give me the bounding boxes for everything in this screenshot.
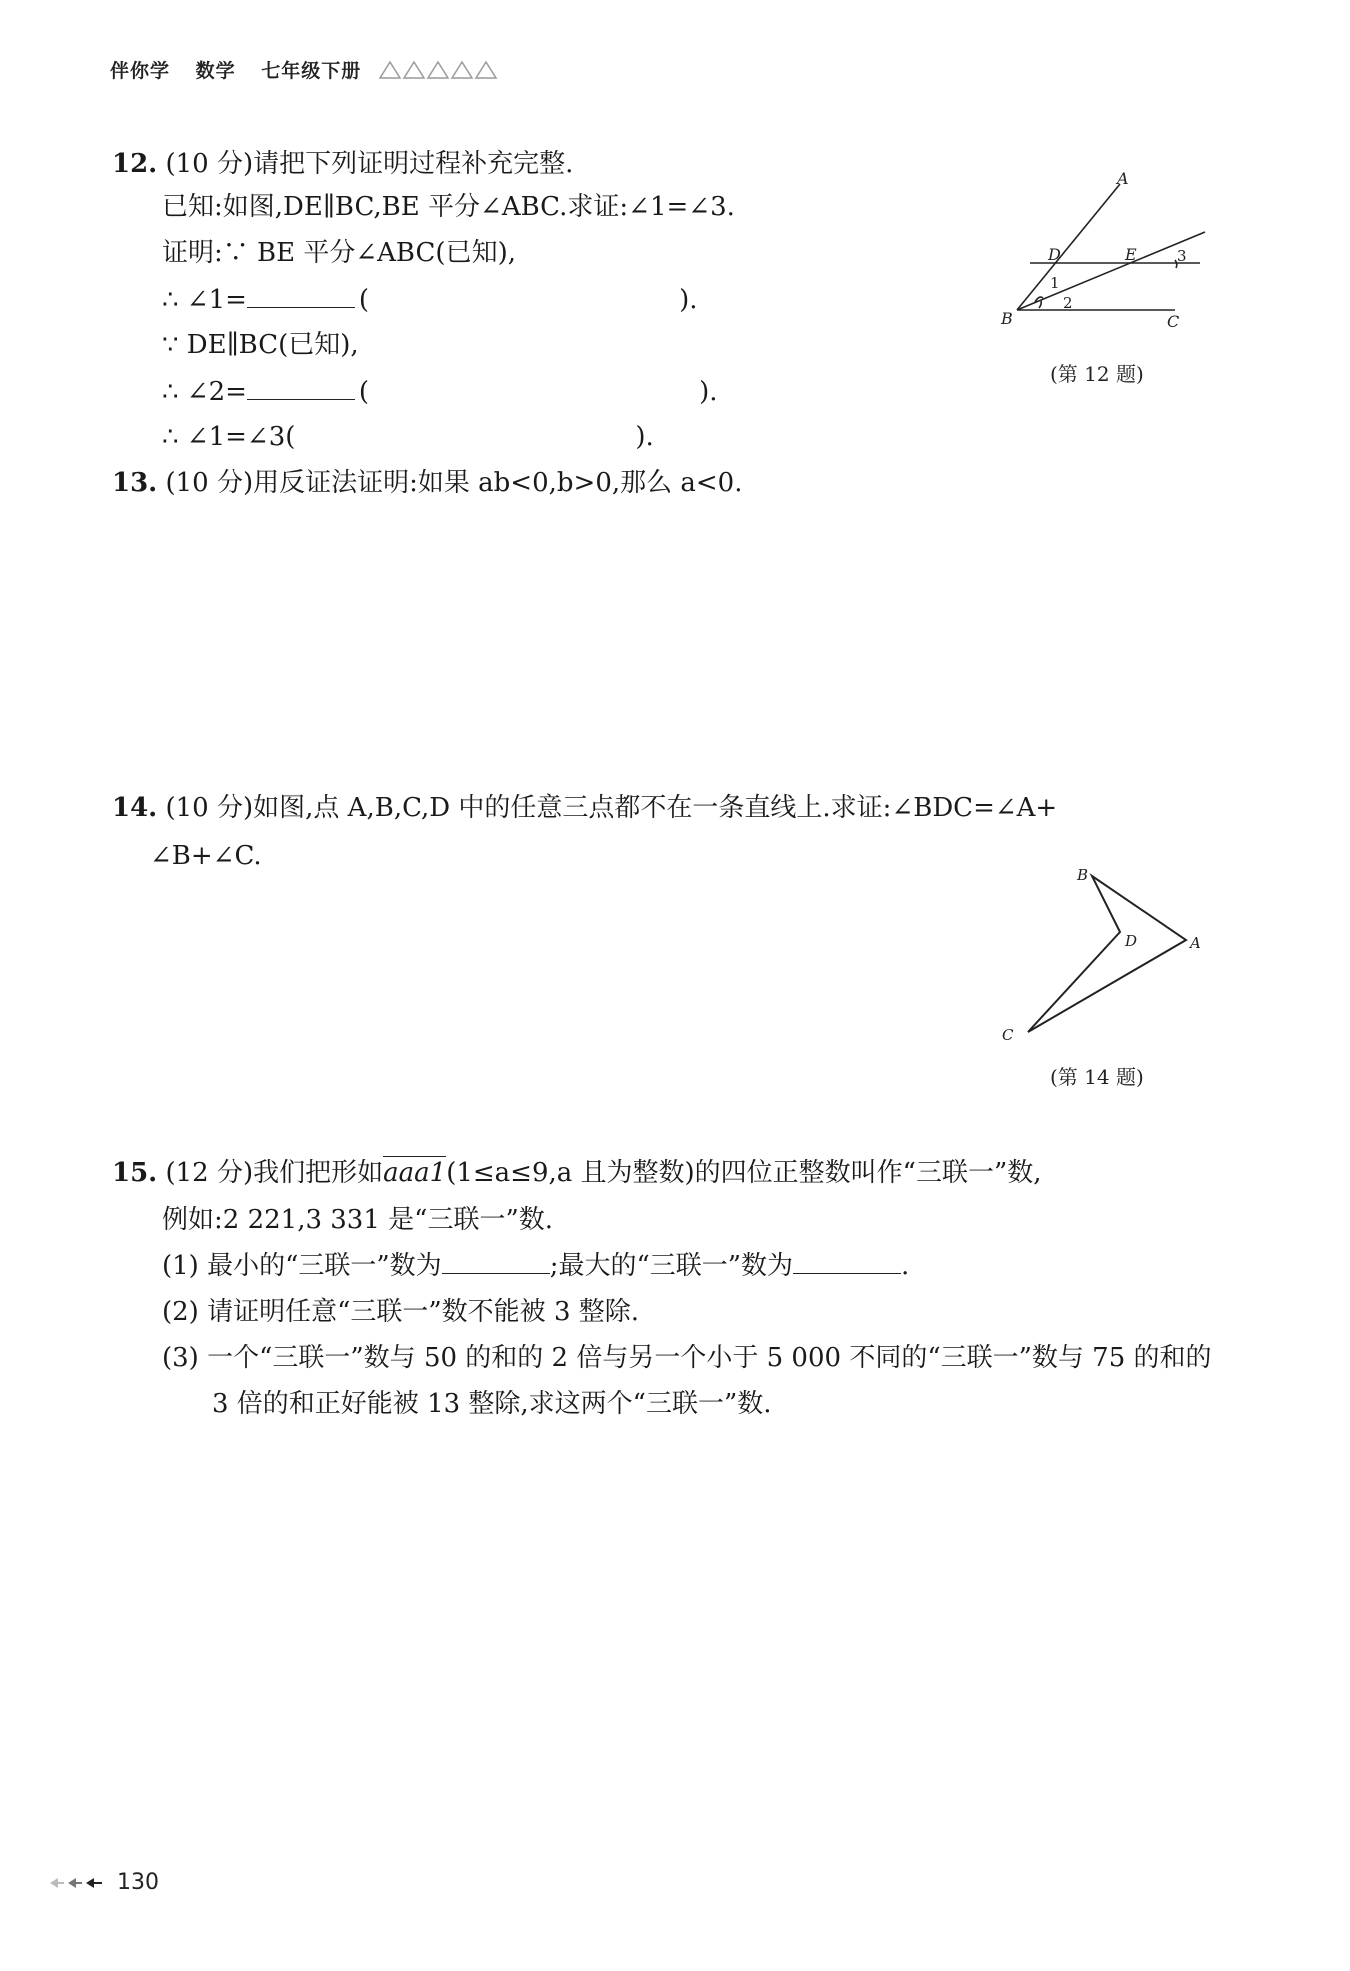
subject-label: 数学: [195, 60, 236, 82]
fig12-label-2: 2: [1063, 294, 1073, 312]
q12-given: 已知:如图,DE∥BC,BE 平分∠ABC.求证:∠1=∠3.: [162, 192, 735, 222]
q12-step1-close: ).: [679, 285, 698, 315]
q12-blank-1[interactable]: [247, 283, 355, 308]
q12-step1-lead: ∴ ∠1=: [162, 285, 247, 315]
q12-figure: [995, 170, 1225, 340]
q15-stem: [112, 1156, 1042, 1190]
q12-step4-lead: ∴ ∠1=∠3(: [162, 422, 296, 452]
q13-text: (10 分)用反证法证明:如果 ab<0,b>0,那么 a<0.: [165, 468, 743, 498]
line-ba: [1017, 184, 1120, 310]
grade-label: 七年级下册: [261, 60, 362, 82]
q14-figure: [990, 860, 1220, 1050]
header-triangles-icon: [378, 58, 528, 80]
q15-part3-line1: (3) 一个“三联一”数与 50 的和的 2 倍与另一个小于 5 000 不同的“三联一”数与 75 的和的: [162, 1343, 1212, 1373]
page-footer: [50, 1870, 159, 1895]
footer-arrows-icon: [50, 1875, 110, 1891]
q14-line2: ∠B+∠C.: [150, 841, 262, 871]
q12-step1: [162, 283, 698, 317]
q14-stem: [112, 791, 1057, 825]
q15-part1-c: .: [901, 1251, 910, 1281]
q14-number: 14.: [112, 793, 158, 823]
q12-stem-text: (10 分)请把下列证明过程补充完整.: [165, 149, 574, 179]
q15-part2: (2) 请证明任意“三联一”数不能被 3 整除.: [162, 1297, 640, 1327]
q13-stem: [112, 466, 743, 500]
concave-quadrilateral: [1028, 876, 1186, 1032]
q12-step3-close: ).: [699, 377, 718, 407]
q14-caption: (第 14 题): [1050, 1065, 1144, 1089]
q12-step2: ∵ DE∥BC(已知),: [162, 330, 359, 360]
angle-2-arc: [1039, 301, 1041, 308]
q12-step4: [162, 420, 654, 454]
q15-part1-a: (1) 最小的“三联一”数为: [162, 1251, 442, 1281]
q12-step4-close: ).: [635, 422, 654, 452]
fig14-label-b: B: [1077, 866, 1089, 884]
q12-step3-lead: ∴ ∠2=: [162, 377, 247, 407]
q15-blank-max[interactable]: [793, 1249, 901, 1274]
fig12-label-a: A: [1117, 170, 1129, 188]
fig14-label-d: D: [1125, 932, 1138, 950]
book-title: 伴你学: [110, 60, 171, 82]
q12-step3-open: (: [358, 377, 370, 407]
q15-line1-b: (1≤a≤9,a 且为整数)的四位正整数叫作“三联一”数,: [446, 1158, 1042, 1188]
q12-step3: [162, 375, 718, 409]
q13-number: 13.: [112, 468, 158, 498]
fig12-label-e: E: [1125, 245, 1137, 264]
q12-number: 12.: [112, 149, 158, 179]
q15-line1-a: (12 分)我们把形如: [165, 1158, 384, 1188]
fig14-label-a: A: [1190, 934, 1201, 952]
q15-part1-b: ;最大的“三联一”数为: [549, 1251, 794, 1281]
q15-part3-line2: 3 倍的和正好能被 13 整除,求这两个“三联一”数.: [212, 1389, 772, 1419]
page-number: 130: [117, 1870, 159, 1895]
fig12-label-d: D: [1048, 245, 1061, 264]
q15-blank-min[interactable]: [442, 1249, 550, 1274]
q12-caption: (第 12 题): [1050, 362, 1144, 386]
q12-blank-2[interactable]: [247, 375, 355, 400]
q15-overline-number: aaa1: [383, 1158, 447, 1188]
q15-part1: [162, 1249, 909, 1283]
q14-line1: (10 分)如图,点 A,B,C,D 中的任意三点都不在一条直线上.求证:∠BDC=∠A+: [165, 793, 1058, 823]
fig12-label-1: 1: [1050, 274, 1060, 292]
q12-stem: [112, 147, 573, 181]
q15-example: 例如:2 221,3 331 是“三联一”数.: [162, 1205, 554, 1235]
fig12-label-3: 3: [1177, 247, 1187, 265]
fig12-label-b: B: [1001, 309, 1013, 328]
q12-step1-open: (: [358, 285, 370, 315]
fig14-label-c: C: [1002, 1026, 1014, 1044]
q12-proof-intro: 证明:∵ BE 平分∠ABC(已知),: [162, 238, 516, 268]
q15-number: 15.: [112, 1158, 158, 1188]
running-header: [110, 56, 379, 83]
fig12-label-c: C: [1167, 312, 1180, 331]
line-be: [1017, 232, 1205, 310]
